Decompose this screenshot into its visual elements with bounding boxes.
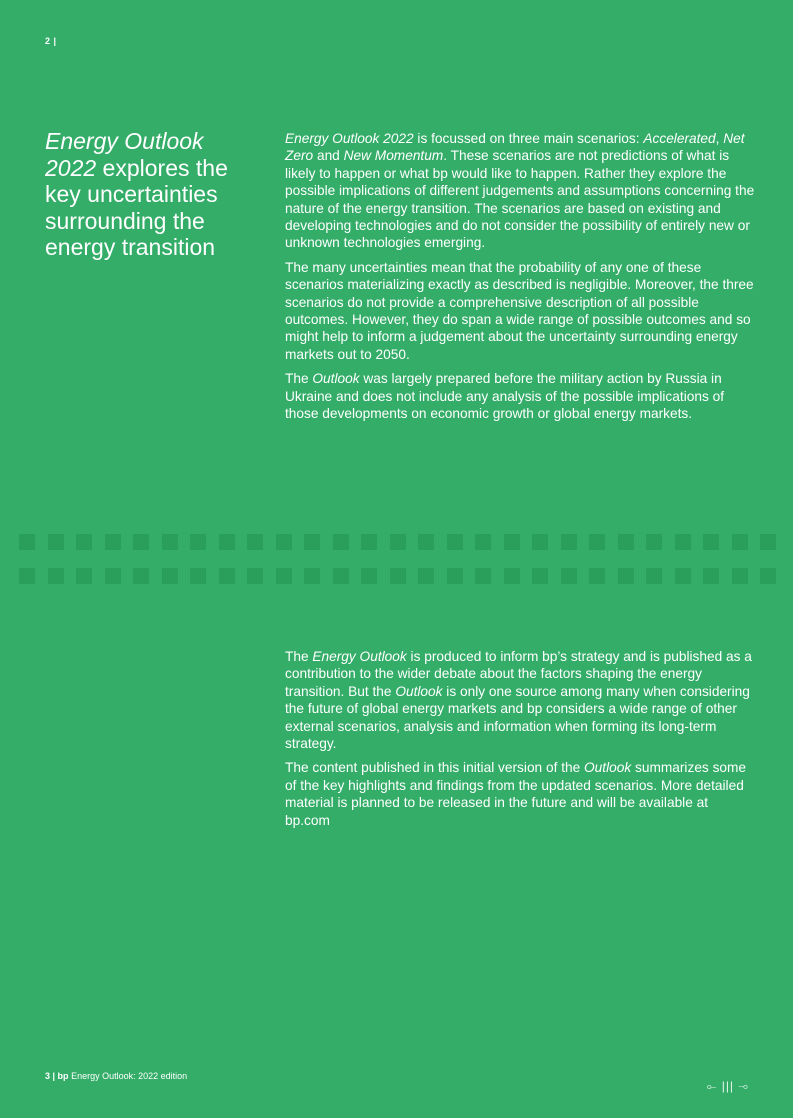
footer-title: Energy Outlook: 2022 edition (71, 1071, 188, 1081)
decorative-square (190, 534, 206, 550)
decorative-square (333, 534, 349, 550)
decorative-square (561, 568, 577, 584)
decorative-square (760, 534, 776, 550)
decorative-square (76, 568, 92, 584)
square-band-top (19, 534, 779, 550)
decorative-square (390, 568, 406, 584)
intro-p3-text-1: The (285, 371, 313, 387)
headline-italic: Energy Outlook 2022 (45, 128, 204, 181)
lower-p1-italic-2: Outlook (395, 683, 443, 699)
lower-p1-text-2: is produced to inform bp’s strategy and is published as a contribution to the wider debate about the factors shaping the energy transition. But the (285, 649, 752, 699)
decorative-square (105, 534, 121, 550)
page-number-top: 2 | (45, 36, 57, 46)
decorative-square (361, 534, 377, 550)
decorative-square (646, 568, 662, 584)
lower-paragraph-2 (285, 759, 755, 829)
intro-paragraph-2: The many uncertainties mean that the probability of any one of these scenarios materializing exactly as described is negligible. Moreover, the three scenarios do not provide a comprehensive description of all possible outcomes. However, they do span a wide range of possible outcomes and so might help to inform a judgement about the uncertainty surrounding energy markets out to 2050. (285, 259, 754, 362)
decorative-square (304, 568, 320, 584)
decorative-square (333, 568, 349, 584)
square-band-bottom (19, 568, 779, 584)
decorative-square (732, 534, 748, 550)
decorative-square (19, 534, 35, 550)
page-nav-icon[interactable]: ⟜ ||| ⊸ (706, 1079, 749, 1093)
lower-p2-text-2: summarizes some of the key highlights and findings from the updated scenarios. More detailed material is planned to be released in the future and will be available at bp.com (285, 760, 747, 828)
decorative-square (219, 534, 235, 550)
lower-p1-italic-1: Energy Outlook (312, 649, 407, 664)
footer-brand: bp (57, 1071, 69, 1081)
intro-p1-italic-2: Accelerated (643, 131, 716, 146)
decorative-square (418, 534, 434, 550)
lower-p1-text-3: is only one source among many when considering the future of global energy markets and bp considers a wide range of other external scenarios, analysis and information when forming its long-term strategy. (285, 683, 750, 752)
decorative-square (361, 568, 377, 584)
intro-column (285, 130, 755, 430)
intro-p3-text-2: was largely prepared before the military action by Russia in Ukraine and does not include any analysis of the possible implications of those developments on economic growth or global energy markets. (285, 371, 725, 422)
headline-rest: explores the key uncertainties surrounding the energy transition (45, 154, 228, 260)
intro-p1-text-2: , (715, 131, 724, 146)
intro-p3-italic-1: Outlook (312, 371, 360, 387)
decorative-square (675, 568, 691, 584)
decorative-square (48, 568, 64, 584)
decorative-square (589, 534, 605, 550)
intro-p1-text-3: and (313, 148, 344, 164)
decorative-square (105, 568, 121, 584)
decorative-square (133, 534, 149, 550)
decorative-square (732, 568, 748, 584)
decorative-square (504, 568, 520, 584)
decorative-square (219, 568, 235, 584)
decorative-square (390, 534, 406, 550)
intro-p1-italic-4: New Momentum (343, 148, 444, 164)
decorative-square (532, 568, 548, 584)
decorative-square (247, 534, 263, 550)
decorative-square (447, 568, 463, 584)
decorative-square (618, 534, 634, 550)
decorative-square (703, 534, 719, 550)
decorative-square (675, 534, 691, 550)
decorative-square (162, 568, 178, 584)
decorative-square (48, 534, 64, 550)
intro-paragraph-3 (285, 370, 755, 422)
decorative-square (504, 534, 520, 550)
decorative-square (646, 534, 662, 550)
intro-paragraph-1 (285, 130, 755, 252)
decorative-square (276, 534, 292, 550)
lower-p2-italic-1: Outlook (584, 760, 632, 776)
decorative-square (276, 568, 292, 584)
decorative-square (76, 534, 92, 550)
intro-p1-italic-1: Energy Outlook 2022 (285, 131, 414, 146)
decorative-square (162, 534, 178, 550)
lower-paragraph-1 (285, 648, 755, 752)
decorative-square (19, 568, 35, 584)
decorative-square (475, 568, 491, 584)
page-footer (45, 1071, 187, 1081)
intro-p1-text-1: is focussed on three main scenarios: (413, 131, 644, 146)
lower-column (285, 648, 755, 836)
page-headline (45, 128, 250, 261)
lower-p1-text-1: The (285, 649, 313, 664)
decorative-square (447, 534, 463, 550)
decorative-square (618, 568, 634, 584)
lower-p2-text-1: The content published in this initial version of the (285, 760, 585, 776)
decorative-square (418, 568, 434, 584)
footer-page-number: 3 | (45, 1071, 56, 1081)
decorative-square (703, 568, 719, 584)
decorative-square (561, 534, 577, 550)
decorative-square (589, 568, 605, 584)
decorative-square (475, 534, 491, 550)
intro-p1-text-4: . These scenarios are not predictions of what is likely to happen or what bp would like to happen. Rather they explore the possible implications of different judgements and assumptions concerning the nature of the energy transition. The scenarios are based on existing and developing technologies and do not consider the possibility of entirely new or unknown technologies emerging. (285, 148, 755, 251)
decorative-square (133, 568, 149, 584)
decorative-square (304, 534, 320, 550)
decorative-square (247, 568, 263, 584)
intro-p1-italic-3: Net Zero (285, 131, 745, 164)
decorative-square (760, 568, 776, 584)
decorative-square (190, 568, 206, 584)
decorative-square (532, 534, 548, 550)
